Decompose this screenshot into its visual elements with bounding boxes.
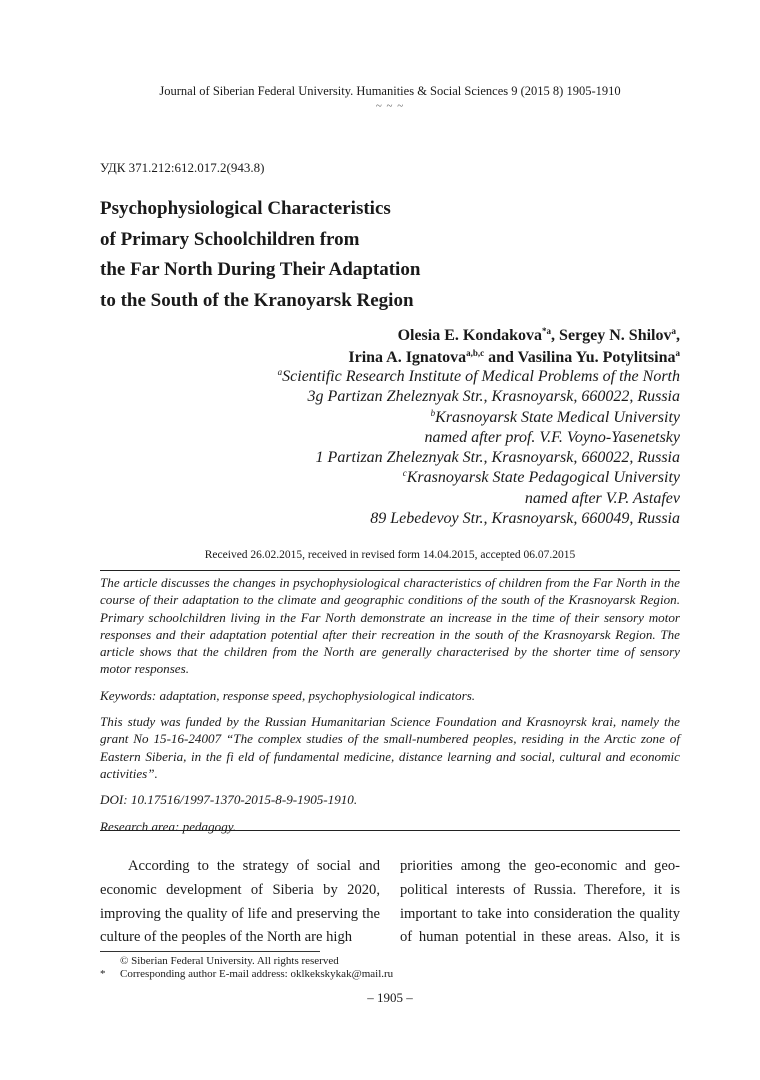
- affiliation-line: 3g Partizan Zheleznyak Str., Krasnoyarsk, 660022, Russia: [307, 388, 680, 406]
- author-sup: a,b,c: [466, 348, 485, 358]
- header-ornament: ~ ~ ~: [375, 100, 405, 112]
- author-line-2: [348, 347, 680, 369]
- author-sup: a: [675, 348, 680, 358]
- page-number: – 1905 –: [367, 990, 413, 1005]
- abstract-text: The article discusses the changes in psychophysiological characteristics of children from the Far North in the course of their adaptation to the climate and geographic conditions of the south of the Krasnoyarsk Region. Primary schoolchildren living in the Far North demonstrate an increase in the time of their sensory motor responses and their adaptation potential after their recreation in the south of the Krasnoyarsk Region. The article shows that the children from the North are generally characterised by the shorter time of sensory motor responses.: [100, 575, 680, 677]
- affiliation-line: [278, 367, 680, 387]
- footnote-star: *: [100, 968, 106, 980]
- keywords: Keywords: adaptation, response speed, psychophysiological indicators.: [100, 687, 476, 703]
- author-name: Irina A. Ignatova: [348, 349, 467, 366]
- author-name: Sergey N. Shilov: [559, 327, 672, 344]
- affiliation-sup: c: [402, 468, 407, 479]
- author-list: [348, 325, 680, 369]
- affiliations: [278, 367, 680, 529]
- journal-header: Journal of Siberian Federal University. Humanities & Social Sciences 9 (2015 8) 1905-1910: [159, 84, 621, 98]
- title-line: the Far North During Their Adaptation: [100, 259, 421, 280]
- article-title: [100, 194, 420, 316]
- corresponding-footnote: [100, 967, 393, 981]
- affiliation-line: 1 Partizan Zheleznyak Str., Krasnoyarsk, 660022, Russia: [315, 449, 680, 467]
- doi: DOI: 10.17516/1997-1370-2015-8-9-1905-1910.: [100, 792, 358, 808]
- research-area: Research area: pedagogy.: [100, 818, 237, 834]
- title-line: of Primary Schoolchildren from: [100, 228, 360, 250]
- author-sup: *a: [542, 326, 552, 336]
- author-separator: ,: [676, 327, 680, 344]
- affiliation-line: named after V.P. Astafev: [524, 489, 680, 507]
- author-sup: a: [671, 326, 676, 336]
- copyright-footnote: © Siberian Federal University. All rights reserved: [120, 955, 339, 967]
- author-line-1: [348, 325, 680, 347]
- affiliation-text: Krasnoyarsk State Pedagogical University: [406, 469, 680, 487]
- body-column-right: priorities among the geo-economic and geo-political interests of Russia. Therefore, it is important to take into consideration the quality of human potential in these areas. Also, it is: [400, 858, 680, 946]
- author-separator: ,: [551, 327, 560, 344]
- title-line: Psychophysiological Characteristics: [100, 198, 391, 219]
- corresponding-email: Corresponding author E-mail address: oklkekskykak@mail.ru: [120, 968, 394, 980]
- title-line: to the South of the Kranoyarsk Region: [100, 289, 414, 311]
- affiliation-sup: b: [430, 407, 436, 418]
- affiliation-sup: a: [277, 367, 283, 377]
- body-column-left: According to the strategy of social and economic development of Siberia by 2020, improving the quality of life and preserving the culture of the peoples of the North are high: [100, 858, 380, 946]
- udk-code: УДК 371.212:612.017.2(943.8): [100, 160, 265, 175]
- abstract-block: [100, 574, 680, 844]
- abstract-top-rule: [100, 570, 680, 571]
- affiliation-line: [278, 468, 680, 488]
- affiliation-line: [278, 408, 680, 428]
- abstract-bottom-rule: [100, 830, 680, 831]
- affiliation-text: Krasnoyarsk State Medical University: [435, 408, 680, 426]
- affiliation-text: Scientific Research Institute of Medical Problems of the North: [282, 368, 680, 385]
- received-dates: Received 26.02.2015, received in revised form 14.04.2015, accepted 06.07.2015: [204, 549, 576, 561]
- funding-note: This study was funded by the Russian Humanitarian Science Foundation and Krasnoyrsk krai, namely the grant No 15-16-24007 “The complex studies of the small-numbered peoples, residing in the Arctic zone of Eastern Siberia, in the fi eld of fundamental medicine, distance learning and social, cultural and economic activities”.: [100, 714, 680, 781]
- author-name: Olesia E. Kondakova: [397, 327, 543, 344]
- affiliation-line: named after prof. V.F. Voyno-Yasenetsky: [424, 428, 680, 446]
- author-name: Vasilina Yu. Potylitsina: [517, 349, 676, 366]
- author-separator: and: [484, 349, 518, 366]
- affiliation-line: 89 Lebedevoy Str., Krasnoyarsk, 660049, Russia: [370, 510, 680, 528]
- footnote-rule: [100, 951, 320, 952]
